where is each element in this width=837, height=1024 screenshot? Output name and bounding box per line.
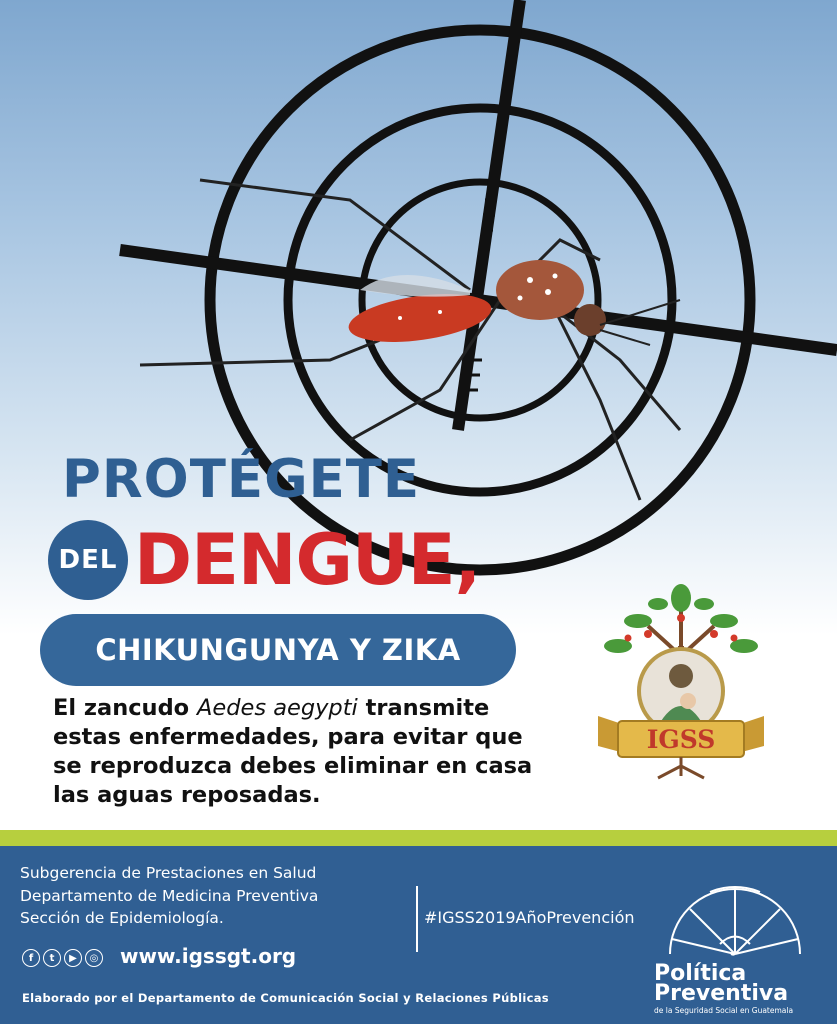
pp-line-1: Política xyxy=(654,961,747,986)
politica-preventiva-logo xyxy=(650,854,820,1022)
igss-logo xyxy=(588,576,774,782)
pp-subtitle: de la Seguridad Social en Guatemala xyxy=(654,1006,794,1015)
pp-line-2: Preventiva xyxy=(654,981,789,1006)
headline-dengue: DENGUE, xyxy=(134,519,481,601)
dept-line-3: Sección de Epidemiología. xyxy=(20,909,224,927)
instagram-icon[interactable]: ◎ xyxy=(85,949,103,967)
diseases-pill: CHIKUNGUNYA Y ZIKA xyxy=(40,614,516,686)
igss-logo-text: IGSS xyxy=(646,725,716,754)
footer-divider xyxy=(416,886,418,952)
roots-icon xyxy=(658,757,704,778)
twitter-icon[interactable]: t xyxy=(43,949,61,967)
footer xyxy=(0,846,837,1024)
dept-line-1: Subgerencia de Prestaciones en Salud xyxy=(20,864,317,882)
website-link[interactable]: www.igssgt.org xyxy=(120,944,297,968)
headline-dengue-row xyxy=(48,520,480,600)
mosquito-body xyxy=(346,260,680,350)
green-accent-bar xyxy=(0,830,837,846)
facebook-icon[interactable]: f xyxy=(22,949,40,967)
del-badge: DEL xyxy=(48,520,128,600)
dept-line-2: Departamento de Medicina Preventiva xyxy=(20,886,319,905)
department-info xyxy=(20,862,318,930)
social-icons xyxy=(22,949,103,967)
body-suffix: transmite estas enfermedades, para evitar que se reproduzca debes eliminar en casa las aguas reposadas. xyxy=(53,695,533,808)
credit-text: Elaborado por el Departamento de Comunicación Social y Relaciones Públicas xyxy=(22,991,549,1005)
politica-preventiva-title xyxy=(654,961,789,1006)
headline-protegete: PROTÉGETE xyxy=(62,449,421,510)
body-text xyxy=(53,694,543,810)
species-name: Aedes aegypti xyxy=(196,695,358,721)
headline xyxy=(62,450,420,510)
umbrella-fan-icon xyxy=(650,854,820,964)
hashtag: #IGSS2019AñoPrevención xyxy=(424,908,635,927)
youtube-icon[interactable]: ▶ xyxy=(64,949,82,967)
body-prefix: El zancudo xyxy=(53,695,197,721)
